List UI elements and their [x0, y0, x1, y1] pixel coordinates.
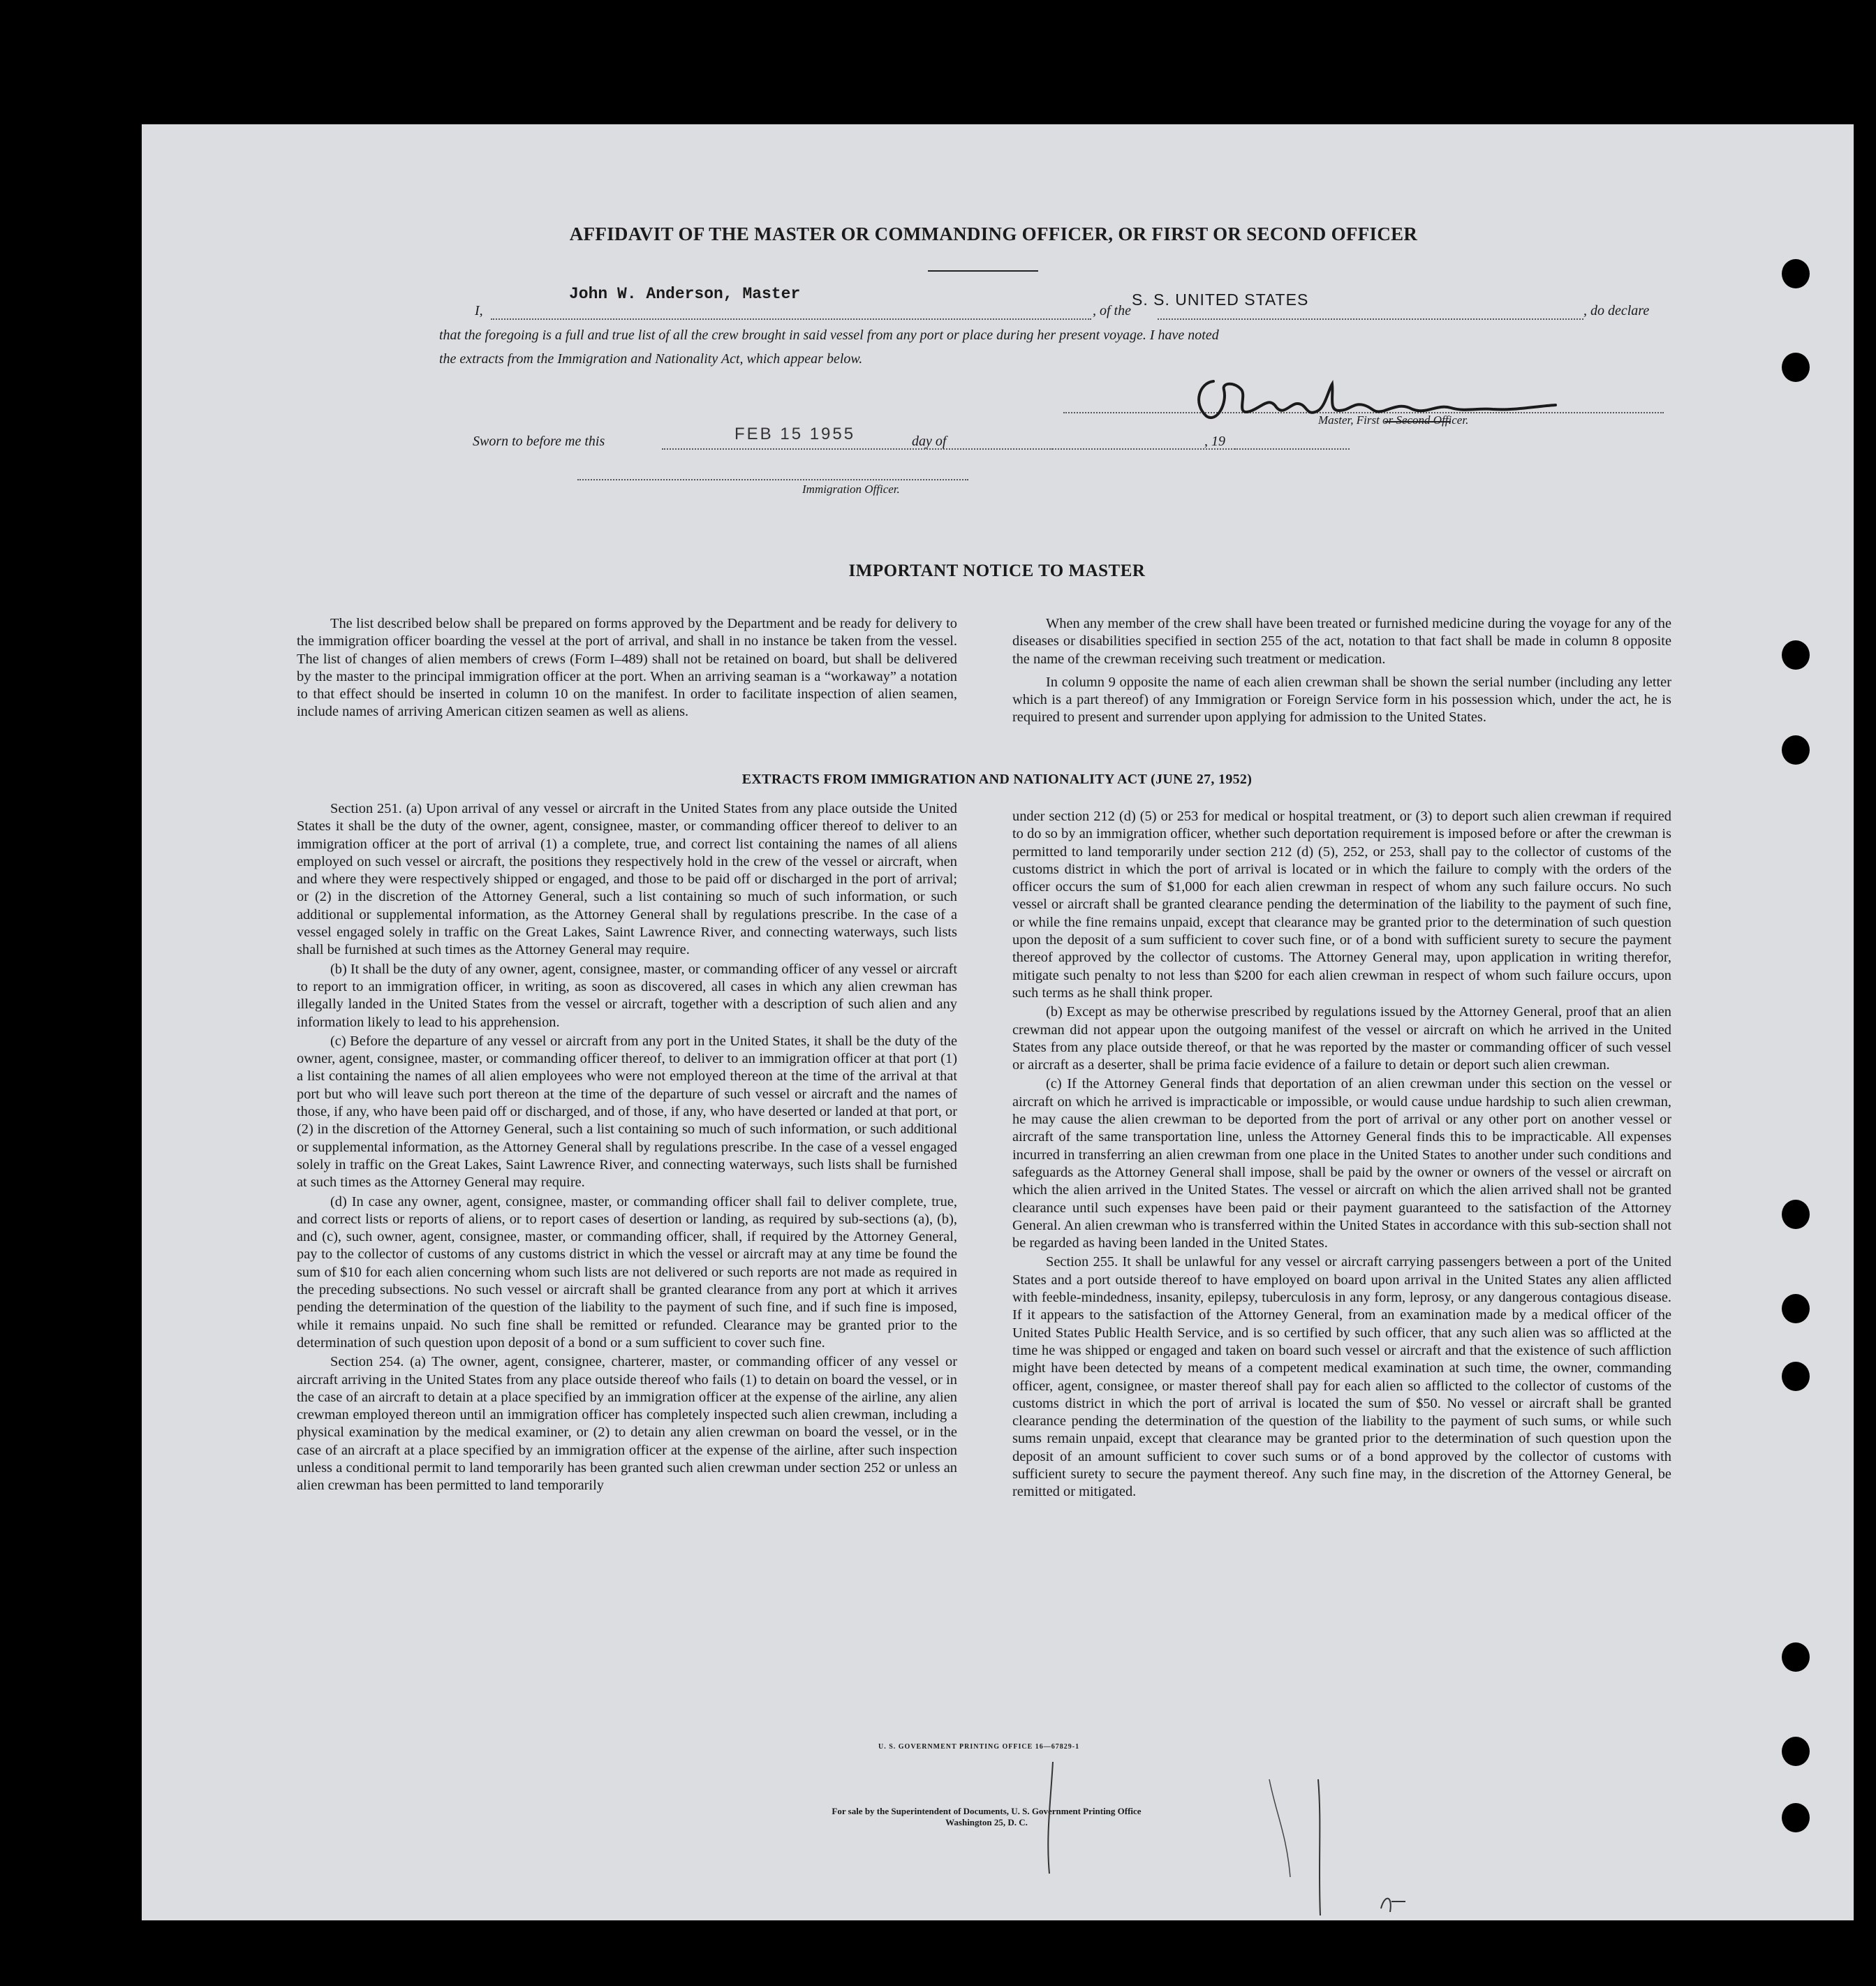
binder-hole — [1782, 1803, 1810, 1832]
notice-right-column — [1012, 615, 1671, 727]
pencil-marks — [896, 1751, 1524, 1919]
section-251a: Section 251. (a) Upon arrival of any vessel or aircraft in the United States from any place outside the United States it shall be the duty of the owner, agent, consignee, master, or commanding officer thereof to deliver to an immigration officer at the port of arrival (1) a complete, true, and correct list containing the names of all aliens employed on such vessel or aircraft, the positions they respectively hold in the crew of the vessel or aircraft, when and where they were respectively shipped or engaged, and those to be paid off or discharged in the port of arrival; or (2) in the discretion of the Attorney General, such a list containing so much of such information, or such additional or supplemental information, as the Attorney General shall by regulations prescribe. In the case of a vessel engaged solely in traffic on the Great Lakes, Saint Lawrence River, and connecting waterways, such lists shall be furnished at such times as the Attorney General may require. — [297, 801, 957, 958]
year-label: , 19 — [1204, 434, 1225, 449]
binder-hole — [1782, 735, 1810, 765]
of-the-label: , of the — [1093, 303, 1131, 318]
binder-hole — [1782, 1737, 1810, 1766]
notice-title: IMPORTANT NOTICE TO MASTER — [848, 561, 1146, 580]
section-254a: Section 254. (a) The owner, agent, consignee, charterer, master, or commanding officer of any vessel or aircraft arriving in the United States from any place outside thereof who fails (1) to detain on board the vessel, or in the case of an aircraft to detain at a place specified by an immigration officer at the expense of the airline, any alien crewman employed thereon until an immigration officer has completely inspected such alien crewman, including a physical examination by the medical examiner, or (2) to detain any alien crewman on board the vessel, or in the case of an aircraft at a place specified by an immigration officer at the expense of the airline, after such inspection unless a conditional permit to land temporarily has been granted such alien crewman under section 252 or unless an alien crewman has been permitted to land temporarily — [297, 1354, 957, 1494]
extracts-left-column — [297, 800, 957, 1495]
binder-hole — [1782, 1294, 1810, 1323]
year-line — [1234, 448, 1266, 450]
date-stamp: FEB 15 1955 — [734, 425, 856, 443]
binder-hole — [1782, 259, 1810, 288]
title-rule — [928, 270, 1038, 272]
officer-caption: Master, First or Second Officer. — [1318, 413, 1469, 427]
strikethrough — [1384, 421, 1451, 422]
i-label: I, — [475, 303, 483, 318]
binder-hole — [1782, 640, 1810, 670]
notice-left-column — [297, 615, 957, 721]
master-name: John W. Anderson, Master — [569, 285, 801, 303]
section-254c: (c) If the Attorney General finds that deportation of an alien crewman under this section on the vessel or aircraft on which he arrived is impracticable or impossible, or would cause undue hardship to such alien crewman, he may cause the alien crewman to be deported from the port of arrival or any other port on another vessel or aircraft of the same transportation line, unless the Attorney General finds this to be impracticable. All expenses incurred in transferring an alien crewman from one place in the United States to another under such conditions and safeguards as the Attorney General shall impose, shall be paid by the owner or owners of the vessel or aircraft on which the alien arrived in the United States. The vessel or aircraft on which the alien arrived shall not be granted clearance until such expenses have been paid or their payment guaranteed to the satisfaction of the Attorney General. An alien crewman who is transferred within the United States in accordance with this sub-section shall not be regarded as having been landed in the United States. — [1012, 1076, 1671, 1251]
binder-hole — [1782, 1362, 1810, 1391]
vessel-line — [1158, 318, 1583, 320]
extracts-title: EXTRACTS FROM IMMIGRATION AND NATIONALITY ACT (JUNE 27, 1952) — [741, 772, 1253, 787]
notice-right-paragraph-2: In column 9 opposite the name of each alien crewman shall be shown the serial number (including any letter which is a part thereof) of any Immigration or Foreign Service form in his possession which, under the act, he is required to present and surrender upon applying for admission to the United States. — [1012, 674, 1671, 726]
sworn-label: Sworn to before me this — [473, 434, 605, 449]
extracts-right-column — [1012, 808, 1671, 1501]
binder-hole — [1782, 1200, 1810, 1229]
section-254b: (b) Except as may be otherwise prescribed by regulations issued by the Attorney General, proof that an alien crewman did not appear upon the outgoing manifest of the vessel or aircraft on which he arrived in the United States from any place outside thereof, or that he was reported by the master or commanding officer of such vessel or aircraft as a deserter, shall be prima facie evidence of a failure to detain or deport such alien crewman. — [1012, 1004, 1671, 1073]
notice-left-paragraph: The list described below shall be prepared on forms approved by the Department and be ready for delivery to the immigration officer boarding the vessel at the port of arrival, and shall in no instance be taken from the vessel. The list of changes of alien members of crews (Form I–489) shall not be retained on board, but shall be delivered by the master to the principal immigration officer at the port. When an arriving seaman is a “workaway” a notation to that effect should be inserted in column 10 on the manifest. In order to facilitate inspection of alien seamen, include names of arriving American citizen seamen as well as aliens. — [297, 616, 957, 720]
affidavit-line-3: the extracts from the Immigration and Nationality Act, which appear below. — [439, 351, 863, 367]
sale-line-2: Washington 25, D. C. — [945, 1817, 1028, 1827]
binder-hole — [1782, 1642, 1810, 1672]
day-of-label: day of — [912, 434, 947, 449]
printing-office-line: U. S. GOVERNMENT PRINTING OFFICE 16—67829-1 — [878, 1743, 1080, 1751]
binder-hole — [1782, 353, 1810, 382]
affidavit-line-2: that the foregoing is a full and true list of all the crew brought in said vessel from any port or place during her present voyage. I have noted — [439, 328, 1219, 343]
vessel-name: S. S. UNITED STATES — [1132, 290, 1309, 309]
document-page — [142, 124, 1854, 1920]
immigration-officer-caption: Immigration Officer. — [802, 483, 900, 496]
section-251b: (b) It shall be the duty of any owner, agent, consignee, master, or commanding officer of any vessel or aircraft to report to an immigration officer, in writing, as soon as discovered, all cases in which any alien crewman has illegally landed in the United States from the vessel or aircraft, together with a description of such alien and any information likely to lead to his apprehension. — [297, 961, 957, 1030]
name-line — [491, 318, 1091, 320]
month-line — [966, 448, 1350, 450]
section-251d: (d) In case any owner, agent, consignee, master, or commanding officer shall fail to deliver complete, true, and correct lists or reports of aliens, or to report cases of desertion or landing, as required by sub-sections (a), (b), and (c), such owner, agent, consignee, master, or commanding officer, shall, if required by the Attorney General, pay to the collector of customs of any customs district in which the vessel or aircraft may at any time be found the sum of $10 for each alien concerning whom such lists are not delivered or such reports are not made as required in the preceding subsections. No such vessel or aircraft shall be granted clearance from any port at which it arrives pending the determination of the question of the liability to the payment of such fine, and if such fine is imposed, while it remains unpaid. No such fine shall be remitted or refunded. Clearance may be granted prior to the determination of such question upon deposit of a bond or a sum sufficient to cover such fine. — [297, 1193, 957, 1351]
section-255: Section 255. It shall be unlawful for any vessel or aircraft carrying passengers between a port of the United States and a port outside thereof to have employed on board upon arrival in the United States any alien afflicted with feeble-mindedness, insanity, epilepsy, tuberculosis in any form, leprosy, or any dangerous contagious disease. If it appears to the satisfaction of the Attorney General, from an examination made by a medical officer of the United States Public Health Service, and is so certified by such officer, that any such alien was so afflicted at the time he was shipped or engaged and taken on board such vessel or aircraft and that the existence of such affliction might have been detected by means of a competent medical examination at such time, the owner, commanding officer, agent, consignee, or master thereof shall pay for each alien so afflicted to the collector of customs of the customs district in which the port of arrival is located the sum of $50. No vessel or aircraft shall be granted clearance pending the determination of the question of the liability to the payment of such sums, or while such sums remain unpaid, except that clearance may be granted prior to the determination of such question upon the deposit of an amount sufficient to cover such sums or of a bond approved by the collector of customs with sufficient surety to secure the payment thereof. Any such fine may, in the discretion of the Attorney General, be remitted or mitigated. — [1012, 1254, 1671, 1500]
sale-line-1: For sale by the Superintendent of Documents, U. S. Government Printing Office — [832, 1806, 1142, 1816]
do-declare-label: , do declare — [1583, 303, 1650, 318]
immigration-officer-line — [577, 479, 968, 480]
section-251c: (c) Before the departure of any vessel or aircraft from any port in the United States, it shall be the duty of the owner, agent, consignee, master, or commanding officer thereof, to deliver to an immigration officer at that port (1) a list containing the names of all alien employees who were not employed thereon at the time of the arrival at that port but who will leave such port thereon at the time of the departure of such vessel or aircraft and the names of those, if any, who have been paid off or discharged, and of those, if any, who have deserted or landed at that port, or (2) in the discretion of the Attorney General, such a list containing so much of such information, or such additional or supplemental information, as the Attorney General shall by regulations prescribe. In the case of a vessel engaged solely in traffic on the Great Lakes, Saint Lawrence River, and connecting waterways, such lists shall be furnished at such times as the Attorney General may require. — [297, 1033, 957, 1191]
section-254a-continued: under section 212 (d) (5) or 253 for medical or hospital treatment, or (3) to deport such alien crewman if required to do so by an immigration officer, whether such deportation requirement is imposed before or after the crewman is permitted to land temporarily under section 212 (d) (5), 252, or 253, shall pay to the collector of customs of the customs district in which the port of arrival is located or in which the failure to comply with the orders of the officer occurs the sum of $1,000 for each alien crewman in respect of whom any such failure occurs. No such vessel or aircraft shall be granted clearance pending the determination of the liability to the payment of such fine, or while the fine remains unpaid, except that clearance may be granted prior to the determination of such question upon the deposit of a sum sufficient to cover such fine, or of a bond with sufficient surety to secure the payment thereof approved by the collector of customs. The Attorney General may, upon application in writing therefor, mitigate such penalty to not less than $200 for each alien crewman in respect of whom such failure occurs, upon such terms as he shall think proper. — [1012, 809, 1671, 1001]
affidavit-title: AFFIDAVIT OF THE MASTER OR COMMANDING OFFICER, OR FIRST OR SECOND OFFICER — [569, 223, 1418, 244]
notice-right-paragraph-1: When any member of the crew shall have been treated or furnished medicine during the voyage for any of the diseases or disabilities specified in section 255 of the act, notation to that fact shall be made in column 8 opposite the name of the crewman receiving such treatment or medication. — [1012, 616, 1671, 667]
